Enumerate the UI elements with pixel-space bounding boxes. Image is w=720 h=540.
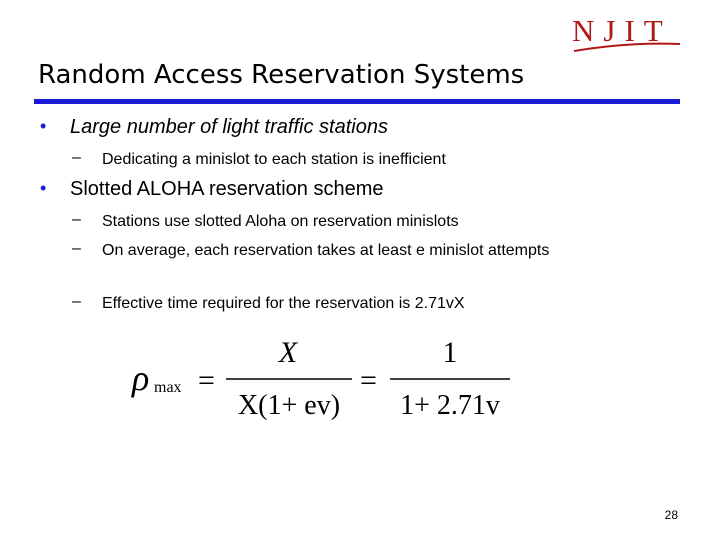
formula-frac1-numerator: X (278, 336, 298, 369)
formula-frac2-denominator: 1+ 2.71v (400, 390, 500, 421)
bullet-text: Slotted ALOHA reservation scheme (70, 178, 384, 200)
logo-swoosh-icon (572, 14, 682, 54)
dash-icon: – (72, 240, 81, 257)
throughput-formula (128, 332, 528, 432)
formula-equals-2: = (360, 364, 377, 397)
formula-equals-1: = (198, 364, 215, 397)
subbullet-text: On average, each reservation takes at least e minislot attempts (102, 242, 550, 259)
dash-icon: – (72, 293, 81, 310)
dash-icon: – (72, 211, 81, 228)
subbullet-text: Dedicating a minislot to each station is inefficient (102, 151, 446, 168)
formula-frac1-denominator: X(1+ ev) (237, 390, 341, 421)
slide-title: Random Access Reservation Systems (38, 60, 525, 90)
subbullet-text: Stations use slotted Aloha on reservation minislots (102, 213, 459, 230)
bullet-dot-icon: • (40, 178, 47, 198)
subbullet-text: Effective time required for the reservation is 2.71vX (102, 295, 465, 312)
page-number: 28 (664, 508, 678, 522)
bullet-text: Large number of light traffic stations (70, 116, 388, 138)
formula-frac2-numerator: 1 (442, 336, 458, 369)
title-rule (34, 99, 680, 104)
formula-subscript: max (154, 379, 182, 396)
bullet-dot-icon: • (40, 116, 47, 136)
formula-rho: ρ (132, 358, 150, 398)
logo-text: NJIT (572, 13, 672, 48)
dash-icon: – (72, 149, 81, 166)
njit-logo (572, 14, 682, 54)
